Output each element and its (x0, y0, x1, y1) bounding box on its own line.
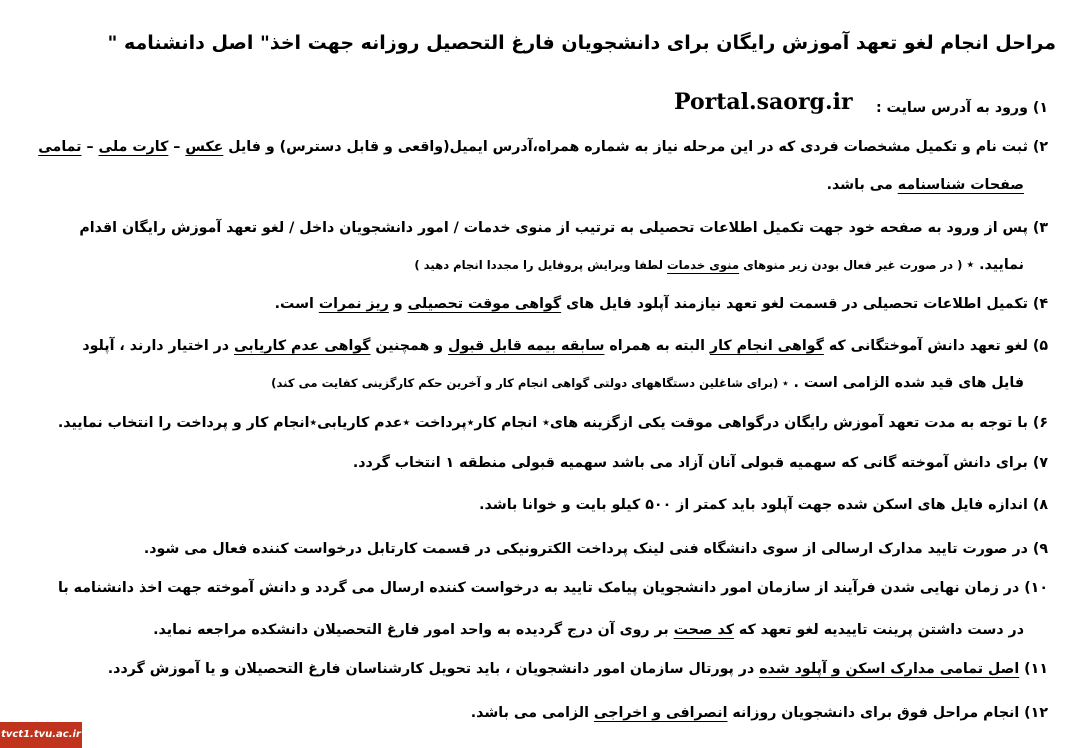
step-2-all: تمامی (38, 139, 82, 155)
step-3-line-2 (14, 252, 1024, 278)
step-5-d: در اختیار دارند ، آپلود (82, 338, 235, 354)
portal-url: Portal.saorg.ir (674, 89, 853, 115)
step-4-a: ۴) تکمیل اطلاعات تحصیلی در قسمت لغو تعهد نیازمند آپلود فایل های (561, 296, 1048, 312)
step-5-c: و همچنین (370, 338, 449, 354)
step-5-line-2 (14, 370, 1024, 396)
step-10-verify-code: کد صحت (673, 622, 734, 638)
step-5-required: فایل های قید شده الزامی است . (793, 375, 1024, 391)
step-5-note: ٭ (برای شاغلین دستگاههای دولتی گواهی انجام کار و آخرین حکم کارگزینی کفایت می کند) (271, 376, 789, 390)
step-2-photo: عکس (185, 139, 224, 155)
step-3-note-a: ( در صورت غیر فعال بودن زیر منوهای (739, 258, 967, 272)
step-3-line-1: ۳) پس از ورود به صفحه خود جهت تکمیل اطلاعات تحصیلی به ترتیب از منوی خدمات / امور دانشجویان داخل / لغو تعهد آموزش رایگان اقدام (79, 220, 1048, 236)
step-11-b: در پورتال سازمان امور دانشجویان ، باید تحویل کارشناسان فارغ التحصیلان و یا آموزش گردد. (107, 661, 760, 677)
step-12-line (14, 700, 1048, 726)
step-5-b: البته به همراه (604, 338, 710, 354)
step-2-sep-1: – (168, 139, 186, 155)
step-2-birth-cert: صفحات شناسنامه (897, 177, 1024, 193)
step-2-line-2 (14, 172, 1024, 198)
step-5-line-1 (14, 333, 1048, 359)
step-6-line: ۶) با توجه به مدت تعهد آموزش رایگان درگواهی موقت یکی ازگزینه های٭ انجام کار٭پرداخت ٭عدم کاریابی٭انجام کار و پرداخت را انتخاب نمایید. (57, 415, 1048, 431)
step-10-line-1: ۱۰) در زمان نهایی شدن فرآیند از سازمان امور دانشجویان پیامک تایید به درخواست کننده ارسال می گردد و دانش آموخته جهت اخذ دانشنامه با (58, 580, 1048, 596)
step-2-sep-2: – (81, 139, 99, 155)
page-title: مراحل انجام لغو تعهد آموزش رایگان برای دانشجویان فارغ التحصیل روزانه جهت اخذ" اصل دانشنامه " (107, 32, 1056, 54)
step-3-services-menu: منوی خدمات (667, 258, 740, 272)
step-1-label: ۱) ورود به آدرس سایت : (875, 100, 1048, 116)
step-5-work-cert: گواهی انجام کار (709, 338, 824, 354)
step-5-unemployment: گواهی عدم کاریابی (234, 338, 371, 354)
step-2-line-1 (14, 134, 1048, 160)
step-11-a: ۱۱) (1019, 661, 1048, 677)
step-9-line: ۹) در صورت تایید مدارک ارسالی از سوی دانشگاه فنی لینک پرداخت الکترونیکی در قسمت کارتابل درخواست کننده فعال می شود. (143, 541, 1048, 557)
step-2-text: ۲) ثبت نام و تکمیل مشخصات فردی که در این مرحله نیاز به شماره همراه،آدرس ایمیل(واقعی و قابل دسترس) و فایل (228, 139, 1048, 155)
step-8-line: ۸) اندازه فایل های اسکن شده جهت آپلود باید کمتر از ۵۰۰ کیلو بایت و خوانا باشد. (479, 497, 1048, 513)
step-10-a: در دست داشتن پرینت تاییدیه لغو تعهد که (733, 622, 1024, 638)
site-watermark: tvct1.tvu.ac.ir (0, 722, 82, 748)
step-4-line (14, 291, 1048, 317)
step-12-a: ۱۲) انجام مراحل فوق برای دانشجویان روزانه (727, 705, 1048, 721)
step-4-b: و (388, 296, 408, 312)
step-11-originals: اصل تمامی مدارک اسکن و آپلود شده (759, 661, 1020, 677)
step-4-c: است. (274, 296, 319, 312)
step-5-a: ۵) لغو تعهد دانش آموختگانی که (823, 338, 1048, 354)
step-11-line (14, 656, 1048, 682)
step-5-insurance: سابقه بیمه قابل قبول (448, 338, 605, 354)
step-2-end: می باشد. (826, 177, 898, 193)
step-10-b: بر روی آن درج گردیده به واحد امور فارغ التحصیلان دانشکده مراجعه نماید. (153, 622, 674, 638)
step-4-temp-cert: گواهی موقت تحصیلی (407, 296, 562, 312)
step-12-dropout: انصرافی و اخراجی (593, 705, 728, 721)
step-12-b: الزامی می باشد. (470, 705, 594, 721)
step-10-line-2 (14, 617, 1024, 643)
step-3-do: نمایید. ٭ (966, 257, 1024, 273)
step-4-transcript: ریز نمرات (318, 296, 389, 312)
step-3-note-b: لطفا ویرایش پروفایل را مجددا انجام دهید ) (414, 258, 667, 272)
step-1-url-wrap (674, 89, 853, 115)
step-2-national-card: کارت ملی (98, 139, 169, 155)
step-7-line: ۷) برای دانش آموخته گانی که سهمیه قبولی آنان آزاد می باشد سهمیه قبولی منطقه ۱ انتخاب گردد. (352, 455, 1048, 471)
